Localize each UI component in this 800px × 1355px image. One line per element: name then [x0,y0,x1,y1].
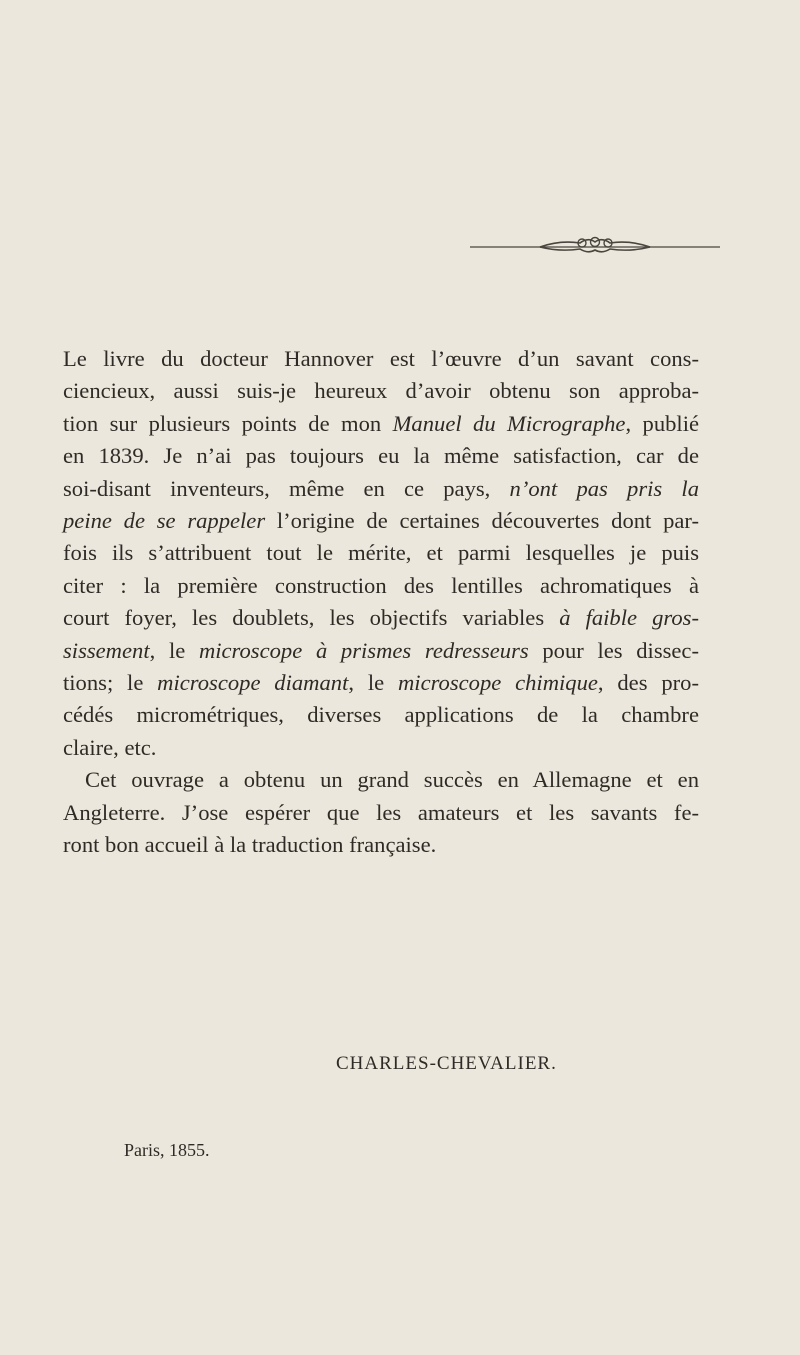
text-segment: , le [348,670,398,696]
place-date: Paris, 1855. [124,1140,210,1160]
text-segment: l’origine de certaines découvertes dont par- [265,508,699,534]
text-segment: Angleterre. J’ose espérer que les amateurs et les savants fe- [63,799,699,825]
text-segment: tions; le [63,670,158,696]
ornamental-divider [470,232,720,258]
text-segment: pour les dissec- [528,637,699,663]
signature: CHARLES-CHEVALIER. [336,1053,557,1074]
text-segment: claire, etc. [63,734,157,760]
text-segment: ciencieux, aussi suis-je heureux d’avoir obtenu son approba- [63,378,699,404]
text-line [63,570,699,602]
text-segment: cédés micrométriques, diverses applications de la chambre [63,702,699,728]
text-segment: en 1839. Je n’ai pas toujours eu la même satisfaction, car de [63,443,699,469]
text-segment: Cet ouvrage a obtenu un grand succès en Allemagne et en [85,767,699,793]
text-line [63,408,699,440]
italic-text: microscope à prismes redresseurs [198,637,529,663]
text-line [63,473,699,505]
text-line [63,797,699,829]
italic-text: à faible gros- [559,605,699,631]
text-segment: court foyer, les doublets, les objectifs variables [63,605,560,631]
text-line [63,537,699,569]
text-segment: , publié [625,410,699,436]
text-line [63,343,699,375]
text-line [63,505,699,537]
preface-text [63,343,699,862]
text-segment: ront bon accueil à la traduction française. [63,832,437,858]
text-line [63,667,699,699]
italic-text: microscope chimique [397,670,598,696]
text-line [63,635,699,667]
text-line [63,829,699,861]
text-line [63,602,699,634]
text-segment: Le livre du docteur Hannover est l’œuvre d’un savant cons- [63,346,699,371]
text-segment: citer : la première construction des lentilles achromatiques à [63,572,699,598]
italic-text: sissement [63,637,150,663]
italic-text: microscope diamant [157,670,349,696]
text-line [63,764,699,796]
text-line [63,732,699,764]
text-line [63,440,699,472]
text-line [63,699,699,731]
italic-text: peine de se rappeler [63,508,266,534]
text-line [63,375,699,407]
text-segment: , des pro- [597,670,699,696]
text-segment: fois ils s’attribuent tout le mérite, et parmi lesquelles je puis [63,540,699,566]
text-segment: , le [149,637,199,663]
italic-text: Manuel du Micrographe [392,410,626,436]
text-segment: soi-disant inventeurs, même en ce pays, [63,475,510,501]
text-segment: tion sur plusieurs points de mon [63,410,393,436]
italic-text: n’ont pas pris la [509,475,699,501]
